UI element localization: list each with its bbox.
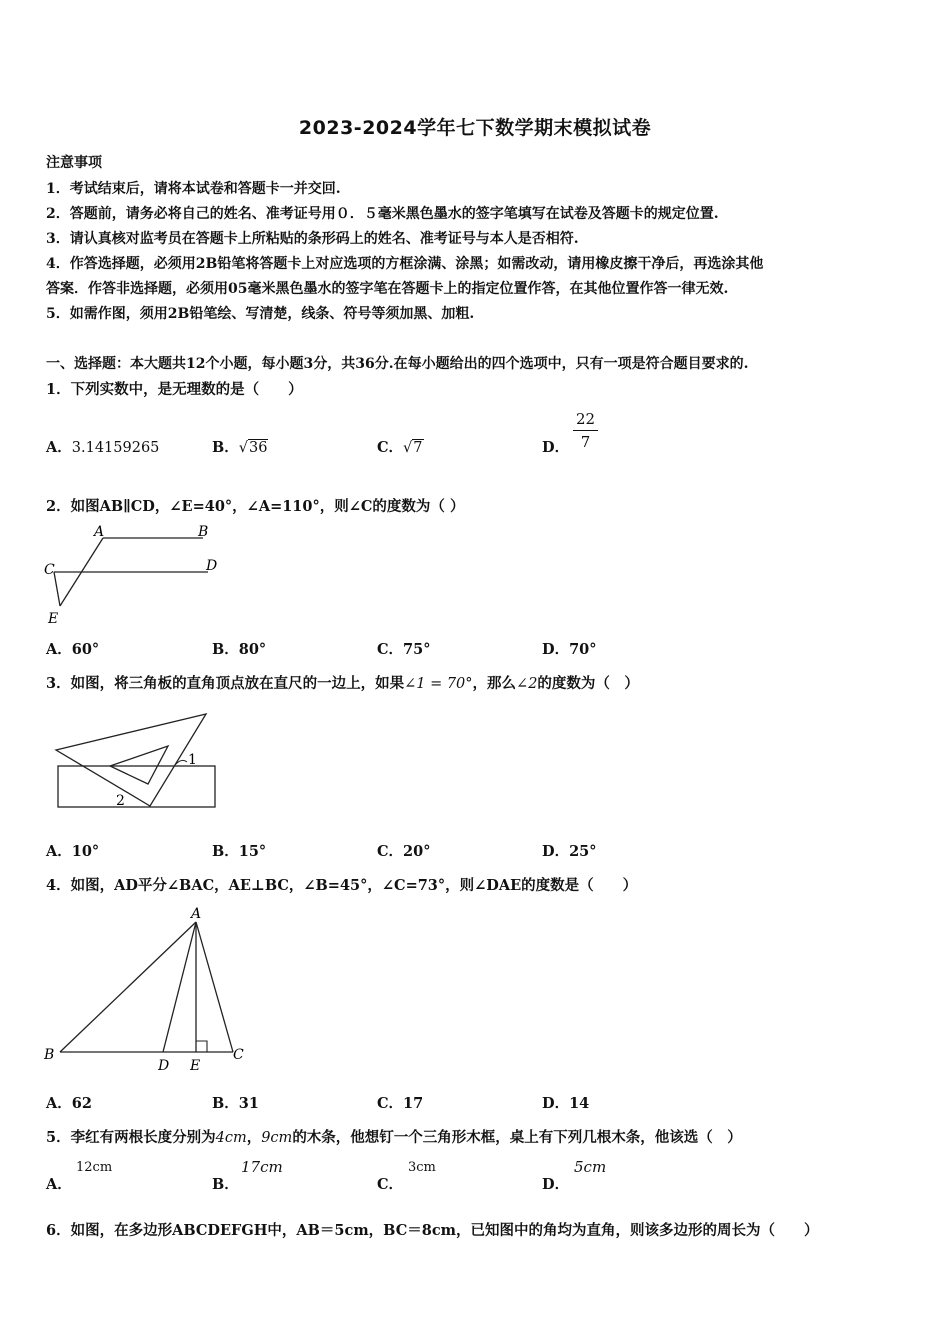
q1-option-c-label: C． [377, 439, 404, 456]
note-item-1: 1．考试结束后，请将本试卷和答题卡一并交回. [46, 181, 341, 197]
q6-stem: 6．如图，在多边形ABCDEFGH中，AB＝5cm，BC＝8cm，已知图中的角均为直角，则该多边形的周长为（ ） [46, 1222, 819, 1239]
q2-stem: 2．如图AB∥CD，∠E=40°，∠A=110°，则∠C的度数为（ ） [46, 498, 465, 515]
q4-segment-ad [163, 922, 196, 1052]
q3-option-d: D．25° [542, 843, 597, 860]
q5-option-c-label: C． [377, 1176, 404, 1193]
q3-option-c: C．20° [377, 843, 431, 860]
q3-triangle-inner [110, 746, 168, 784]
q4-label-e: E [190, 1058, 201, 1074]
q1-option-c-sqrt: √7 [403, 440, 423, 456]
q5-stem [46, 1126, 742, 1147]
q3-stem-mid: ，那么 [472, 675, 517, 692]
q3-stem-post: 的度数为（ ） [537, 675, 639, 692]
q5-length-1: 4cm [215, 1130, 247, 1146]
q5-option-a-value: 12cm [76, 1160, 113, 1175]
q2-option-a: A．60° [46, 641, 100, 658]
q1-option-c-radicand: 7 [413, 440, 423, 456]
q3-option-a: A．10° [46, 843, 100, 860]
q5-option-a-label: A． [46, 1176, 72, 1193]
q4-label-d: D [158, 1058, 170, 1074]
q4-figure [40, 902, 255, 1077]
q4-side-ab [60, 922, 196, 1052]
q5-option-b-value: 17cm [241, 1158, 283, 1176]
q4-stem: 4．如图，AD平分∠BAC，AE⊥BC，∠B=45°，∠C=73°，则∠DAE的度数是（ ） [46, 877, 638, 894]
q3-stem-pre: 3．如图，将三角板的直角顶点放在直尺的一边上，如果 [46, 675, 405, 692]
q2-figure [40, 520, 230, 630]
q2-label-e: E [48, 611, 59, 627]
q3-label-2: 2 [116, 793, 125, 809]
q2-option-d: D．70° [542, 641, 597, 658]
q1-option-b-label: B． [212, 439, 239, 456]
q4-option-a: A．62 [46, 1095, 92, 1112]
q5-option-d-value: 5cm [574, 1158, 607, 1176]
q3-ruler [58, 766, 215, 807]
q1-stem: 1．下列实数中，是无理数的是（ ） [46, 381, 303, 398]
q5-stem-sep: ， [246, 1129, 262, 1146]
note-item-2: 2．答题前，请务必将自己的姓名、准考证号用０．５毫米黑色墨水的签字笔填写在试卷及答题卡的规定位置. [46, 206, 719, 222]
q4-option-c: C．17 [377, 1095, 424, 1112]
q5-option-b-label: B． [212, 1176, 239, 1193]
q1-option-d-fraction [573, 410, 598, 451]
q2-line-ce [54, 572, 60, 606]
q5-stem-post: 的木条，他想钉一个三角形木框，桌上有下列几根木条，他该选（ ） [292, 1129, 742, 1146]
q4-label-b: B [44, 1047, 55, 1063]
notes-heading: 注意事项 [46, 155, 102, 171]
q1-option-a-label: A． [46, 439, 72, 456]
q1-option-a [46, 436, 159, 457]
q2-option-b: B．80° [212, 641, 267, 658]
q1-option-b-radicand: 36 [249, 440, 268, 456]
q1-option-d-numerator: 22 [573, 410, 598, 431]
section-heading: 一、选择题：本大题共12个小题，每小题3分，共36分.在每小题给出的四个选项中，只有一项是符合题目要求的. [46, 356, 749, 372]
q2-option-c: C．75° [377, 641, 431, 658]
q4-label-a: A [191, 906, 202, 922]
q4-right-angle-mark [196, 1041, 207, 1052]
q1-option-c [377, 436, 424, 457]
q5-option-d-label: D． [542, 1176, 570, 1193]
q2-label-b: B [198, 524, 209, 540]
note-item-4: 4．作答选择题，必须用2B铅笔将答题卡上对应选项的方框涂满、涂黑；如需改动，请用橡皮擦干净后，再选涂其他 [46, 256, 764, 272]
q3-stem [46, 672, 639, 693]
q1-option-a-value: 3.14159265 [71, 440, 160, 456]
q5-stem-pre: 5．李红有两根长度分别为 [46, 1129, 216, 1146]
q5-length-2: 9cm [261, 1130, 293, 1146]
q1-option-d-label: D． [542, 439, 570, 456]
q3-option-b: B．15° [212, 843, 267, 860]
note-item-3: 3．请认真核对监考员在答题卡上所粘贴的条形码上的姓名、准考证号与本人是否相符. [46, 231, 579, 247]
note-item-5: 5．如需作图，须用2B铅笔绘、写清楚，线条、符号等须加黑、加粗. [46, 306, 475, 322]
q4-option-d: D．14 [542, 1095, 590, 1112]
q2-label-d: D [206, 558, 218, 574]
q3-label-1: 1 [188, 752, 197, 768]
q5-option-c-value: 3cm [408, 1160, 436, 1175]
q2-label-a: A [94, 524, 105, 540]
q3-stem-angle2: ∠2 [516, 676, 538, 692]
q4-side-ac [196, 922, 233, 1052]
q3-figure [50, 708, 225, 818]
note-item-4-cont: 答案．作答非选择题，必须用05毫米黑色墨水的签字笔在答题卡上的指定位置作答，在其他位置作答一律无效. [46, 281, 729, 297]
q4-option-b: B．31 [212, 1095, 259, 1112]
q1-option-d-denominator: 7 [580, 433, 591, 451]
q3-stem-angle1: ∠1 = 70° [404, 676, 473, 692]
q2-label-c: C [44, 562, 55, 578]
q1-option-b [212, 436, 268, 457]
q1-option-b-sqrt: √36 [238, 440, 268, 456]
q4-label-c: C [233, 1047, 244, 1063]
page-title: 2023-2024学年七下数学期末模拟试卷 [298, 117, 652, 139]
